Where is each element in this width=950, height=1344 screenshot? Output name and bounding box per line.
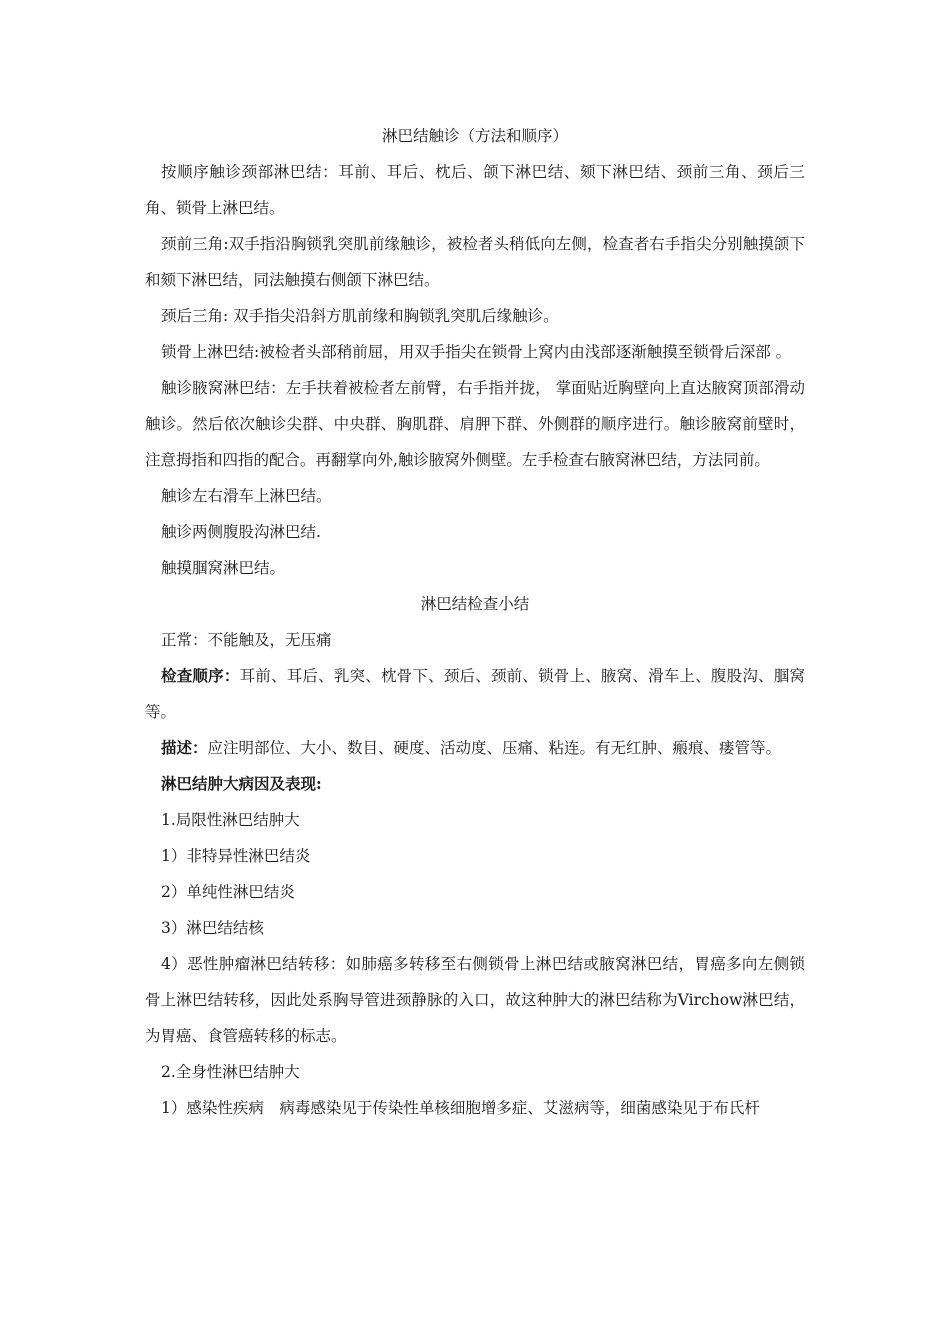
list-item: 2）单纯性淋巴结炎 [161, 883, 295, 901]
paragraph-anterior-triangle: 颈前三角:双手指沿胸锁乳突肌前缘触诊，被检者头稍低向左侧，检查者右手指尖分别触摸颌下和颏下淋巴结，同法触摸右侧颌下淋巴结。 [145, 235, 805, 289]
description-text: 应注明部位、大小、数目、硬度、活动度、压痛、粘连。有无红肿、瘢痕、瘘管等。 [207, 739, 782, 757]
exam-order-label: 检查顺序： [161, 666, 240, 685]
paragraph-normal: 正常：不能触及，无压痛 [161, 631, 332, 649]
paragraph-axillary: 触诊腋窝淋巴结：左手扶着被检者左前臂，右手指并拢， 掌面贴近胸壁向上直达腋窝顶部滑动触诊。然后依次触诊尖群、中央群、胸肌群、肩胛下群、外侧群的顺序进行。触诊腋窝前壁时，注意拇指和四指的配合。再翻掌向外,触诊腋窝外侧壁。左手检查右腋窝淋巴结，方法同前。 [145, 379, 805, 469]
paragraph-neck-order: 按顺序触诊颈部淋巴结：耳前、耳后、枕后、颌下淋巴结、颏下淋巴结、颈前三角、颈后三角、锁骨上淋巴结。 [145, 163, 805, 217]
paragraph-popliteal: 触摸腘窝淋巴结。 [161, 559, 286, 577]
section-title-summary: 淋巴结检查小结 [420, 595, 530, 613]
paragraph-supraclavicular: 锁骨上淋巴结:被检者头部稍前屈，用双手指尖在锁骨上窝内由浅部逐渐触摸至锁骨后深部 。 [161, 343, 792, 361]
document-page [145, 118, 805, 1126]
cause-heading: 淋巴结肿大病因及表现: [161, 774, 322, 793]
list-item: 1.局限性淋巴结肿大 [161, 811, 300, 829]
list-item: 2.全身性淋巴结肿大 [161, 1063, 300, 1081]
paragraph-exam-order [145, 658, 805, 730]
paragraph-epitrochlear: 触诊左右滑车上淋巴结。 [161, 487, 332, 505]
list-item: 4）恶性肿瘤淋巴结转移：如肺癌多转移至右侧锁骨上淋巴结或腋窝淋巴结，胃癌多向左侧锁骨上淋巴结转移，因此处系胸导管进颈静脉的入口，故这种肿大的淋巴结称为Virchow淋巴结，为胃癌、食管癌转移的标志。 [145, 955, 805, 1045]
exam-order-text: 耳前、耳后、乳突、枕骨下、颈后、颈前、锁骨上、腋窝、滑车上、腹股沟、腘窝等。 [145, 667, 805, 721]
paragraph-posterior-triangle: 颈后三角: 双手指尖沿斜方肌前缘和胸锁乳突肌后缘触诊。 [161, 307, 559, 325]
section-title-palpation: 淋巴结触诊（方法和顺序） [381, 127, 568, 145]
paragraph-inguinal: 触诊两侧腹股沟淋巴结. [161, 523, 321, 541]
list-item: 1）非特异性淋巴结炎 [161, 847, 311, 865]
description-label: 描述： [161, 738, 208, 757]
list-item: 3）淋巴结结核 [161, 919, 264, 937]
list-item: 1）感染性疾病 病毒感染见于传染性单核细胞增多症、艾滋病等，细菌感染见于布氏杆 [161, 1099, 760, 1117]
paragraph-description [145, 730, 805, 766]
